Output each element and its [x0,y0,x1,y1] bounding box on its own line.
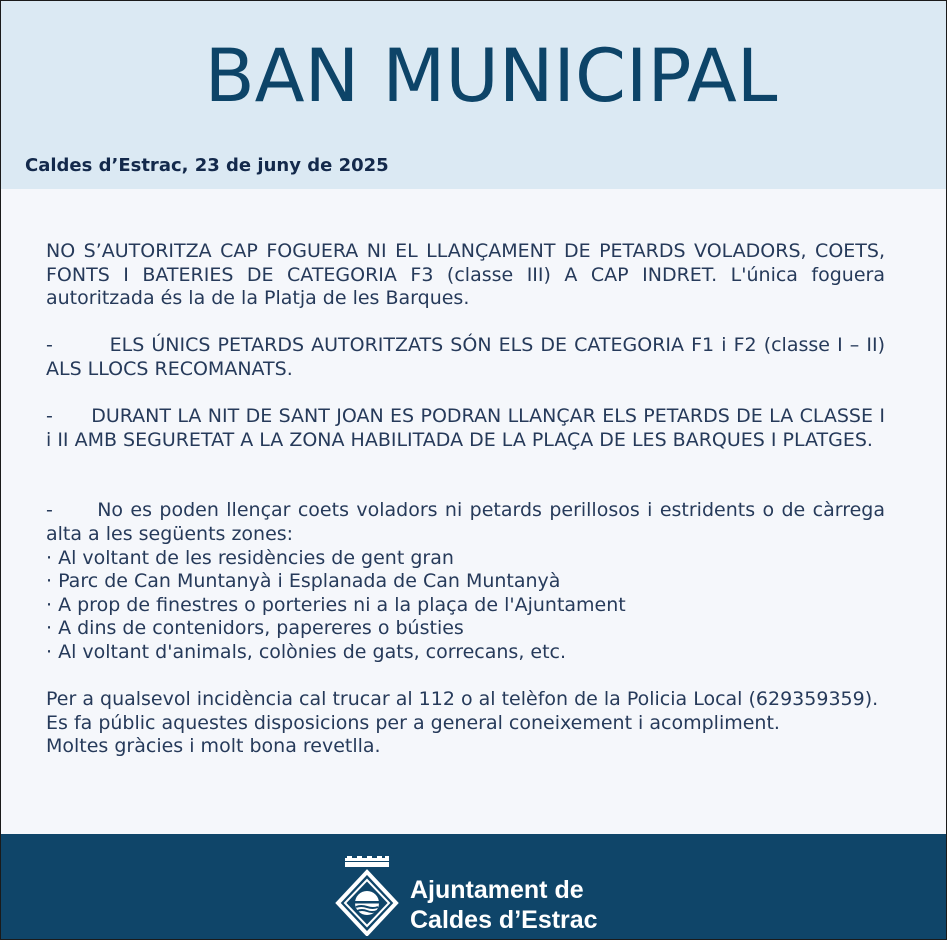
list-item: · Al voltant d'animals, colònies de gats, correcans, etc. [46,640,567,663]
paragraph-incidents: Per a qualsevol incidència cal trucar al 112 o al telèfon de la Policia Local (629359359). [46,688,879,711]
date-line: Caldes d’Estrac, 23 de juny de 2025 [25,155,389,176]
paragraph-authorized: - ELS ÚNICS PETARDS AUTORITZATS SÓN ELS DE CATEGORIA F1 i F2 (classe I – II) ALS LLOCS RECOMANATS. [46,334,892,380]
organization-name [410,875,598,935]
paragraph-prohibition: NO S’AUTORITZA CAP FOGUERA NI EL LLANÇAMENT DE PETARDS VOLADORS, COETS, FONTS I BATERIES DE CATEGORIA F3 (classe III) A CAP INDRET. L'única foguera autoritzada és la de la Platja de les Barques. [46,240,885,310]
page-title: BAN MUNICIPAL [204,34,778,119]
list-item: · A prop de finestres o porteries ni a la plaça de l'Ajuntament [46,593,626,616]
organization-name-line2: Caldes d’Estrac [410,906,598,934]
list-item: · A dins de contenidors, papereres o bústies [46,617,464,640]
announcement-body [46,240,892,759]
paragraph-sant-joan: - DURANT LA NIT DE SANT JOAN ES PODRAN LLANÇAR ELS PETARDS DE LA CLASSE I i II AMB SEGURETAT A LA ZONA HABILITADA DE LA PLAÇA DE LES BARQUES I PLATGES. [46,405,892,451]
paragraph-thanks: Moltes gràcies i molt bona revetlla. [46,735,381,758]
paragraph-zones-intro: - No es poden llençar coets voladors ni petards perillosos i estridents o de càrrega alta a les següents zones: [46,499,892,545]
list-item: · Parc de Can Muntanyà i Esplanada de Can Muntanyà [46,570,561,593]
list-item: · Al voltant de les residències de gent gran [46,546,454,569]
municipal-crest-icon [335,856,399,936]
paragraph-public-notice: Es fa públic aquestes disposicions per a general coneixement i acompliment. [46,711,780,734]
zones-list [46,547,885,665]
header-banner [1,1,946,189]
organization-name-line1: Ajuntament de [410,876,584,904]
